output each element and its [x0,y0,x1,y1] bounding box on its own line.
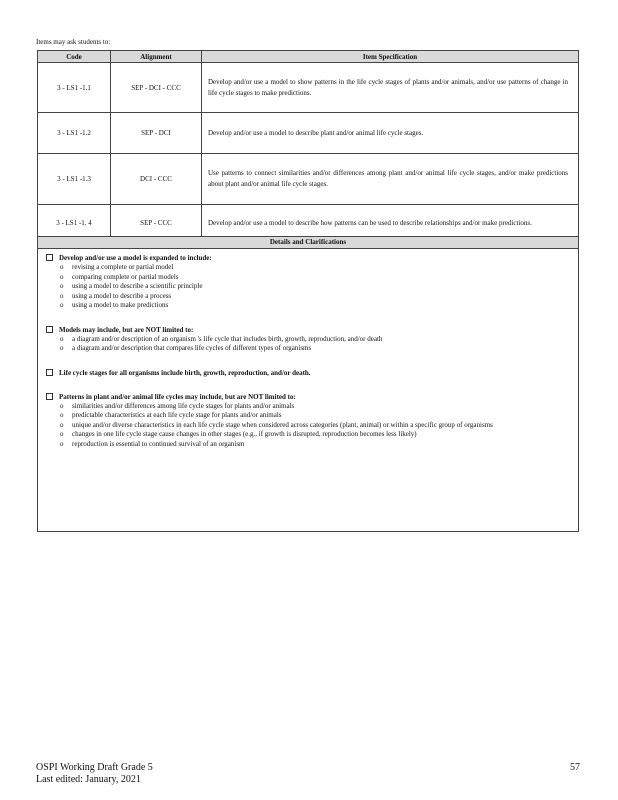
section-heading: Develop and/or use a model is expanded to include: [59,254,212,262]
details-section [46,253,578,311]
square-bullet-icon [46,326,53,333]
list-item: o a diagram and/or description of an organism 's life cycle that includes birth, growth, reproduction, and/or death [60,335,578,345]
details-and-clarifications [37,236,579,532]
row-code: 3 - LS1 -1.2 [38,113,111,154]
row-code: 3 - LS1 -1.3 [38,154,111,205]
square-bullet-icon [46,369,53,376]
row-description: Develop and/or use a model to describe how patterns can be used to describe relationships and/or make predictions. [202,205,579,242]
list-item: o predictable characteristics at each life cycle stage for plants and/or animals [60,411,578,421]
code-header: Code [38,51,111,63]
row-description: Develop and/or use a model to show patterns in the life cycle stages of plants and/or animals, and/or use patterns of change in life cycle stages to make predictions. [202,63,579,113]
footer [36,762,153,786]
row-alignment: SEP - DCI [111,113,202,154]
row-alignment: SEP - DCI - CCC [111,63,202,113]
section-heading: Patterns in plant and/or animal life cycles may include, but are NOT limited to: [59,392,296,401]
row-alignment: DCI - CCC [111,154,202,205]
row-description: Use patterns to connect similarities and/or differences among plant and/or animal life cycle stages, and/or make predictions about plant and/or animal life cycle stages. [202,154,579,205]
row-description: Develop and/or use a model to describe plant and/or animal life cycle stages. [202,113,579,154]
table-row [38,63,579,113]
section-heading: Life cycle stages for all organisms include birth, growth, reproduction, and/or death. [59,368,311,377]
list-item: o comparing complete or partial models [60,273,578,283]
list-item: o using a model to describe a process [60,292,578,302]
details-section [46,368,578,378]
last-edited: Last edited: January, 2021 [36,774,141,785]
table-row [38,154,579,205]
row-code: 3 - LS1 -1. 4 [38,205,111,242]
list-item: o revising a complete or partial model [60,263,578,273]
item-specification-table [37,50,579,242]
intro-text: Items may ask students to: [36,38,111,46]
list-item: o similarities and/or differences among life cycle stages for plants and/or animals [60,402,578,412]
square-bullet-icon [46,393,53,400]
row-code: 3 - LS1 -1.1 [38,63,111,113]
row-alignment: SEP - CCC [111,205,202,242]
table-header-row [38,51,579,63]
table-row [38,113,579,154]
list-item: o reproduction is essential to continued survival of an organism [60,440,578,450]
page-number: 57 [570,762,580,773]
list-item: o a diagram and/or description that compares life cycles of different types of organisms [60,344,578,354]
details-header: Details and Clarifications [38,236,578,249]
list-item: o unique and/or diverse characteristics in each life cycle stage when considered across categories (plant, animal) or within a specific group of organisms [60,421,578,431]
list-item: o changes in one life cycle stage cause changes in other stages (e.g., if growth is disrupted, reproduction becomes less likely) [60,430,578,440]
details-section [46,392,578,450]
alignment-header: Alignment [111,51,202,63]
document-title: OSPI Working Draft Grade 5 [36,762,153,773]
square-bullet-icon [46,254,53,261]
section-heading: Models may include, but are NOT limited to: [59,325,194,334]
item-specification-header: Item Specification [202,51,579,63]
details-section [46,325,578,354]
list-item: o using a model to describe a scientific principle [60,282,578,292]
list-item: o using a model to make predictions [60,301,578,311]
